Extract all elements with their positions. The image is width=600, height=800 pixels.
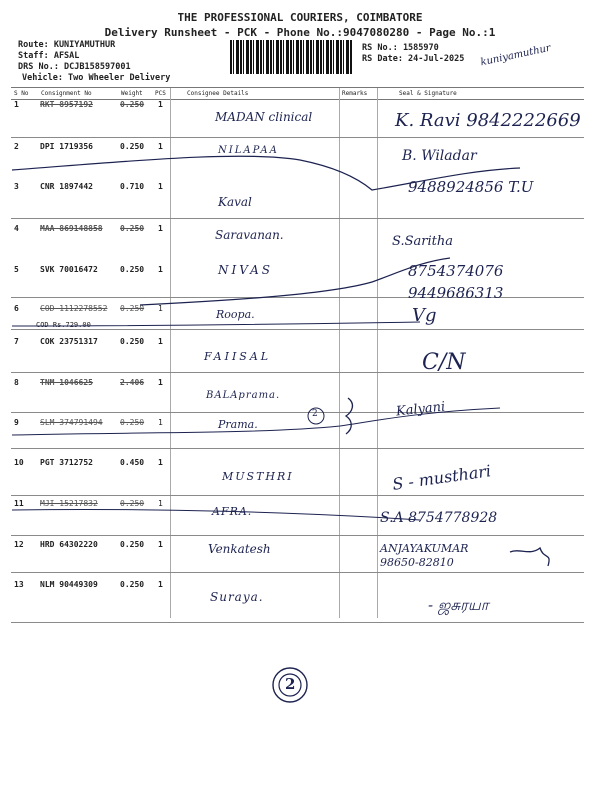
row-pcs: 1	[158, 182, 163, 191]
row-weight: 0.250	[120, 499, 145, 508]
row-pcs: 1	[158, 458, 163, 467]
row-signature: S - musthari	[391, 461, 493, 494]
vehicle-label: Vehicle: Two Wheeler Delivery	[22, 73, 171, 83]
row-weight: 0.250	[120, 540, 145, 549]
row-signature: Vg	[412, 305, 437, 326]
row-consignee: MUSTHRI	[222, 470, 294, 483]
row-sno: 3	[14, 182, 19, 191]
col-signature: Seal & Signature	[399, 90, 457, 97]
row-consignee: NIVAS	[218, 263, 273, 277]
row-sno: 11	[14, 499, 24, 508]
row-signature: C/N	[422, 350, 466, 375]
drs-number: DRS No.: DCJB158597001	[18, 62, 131, 72]
route-handwritten-note: kuniyamuthur	[479, 42, 552, 69]
col-pcs: PCS	[155, 90, 166, 97]
row-signature: 8754374076 9449686313	[408, 262, 504, 302]
row-consignee: MADAN clinical	[215, 110, 313, 124]
circled-annotation: 2	[312, 409, 318, 419]
row-pcs: 1	[158, 100, 163, 109]
row-pcs: 1	[158, 540, 163, 549]
row-weight: 0.450	[120, 458, 145, 467]
row-weight: 0.710	[120, 182, 145, 191]
row-weight: 0.250	[120, 100, 145, 109]
row-signature: S.A 8754778928	[380, 510, 498, 526]
row-pcs: 1	[158, 378, 163, 387]
row-sno: 4	[14, 224, 19, 233]
row-weight: 0.250	[120, 304, 145, 313]
row-consignee: Prama.	[218, 418, 258, 431]
row-consignment: HRD 64302220	[40, 540, 98, 549]
row-consignee: NILAPAA	[218, 145, 279, 156]
row-weight: 0.250	[120, 580, 145, 589]
staff-label: Staff: AFSAL	[18, 51, 80, 61]
company-title: THE PROFESSIONAL COURIERS, COIMBATORE	[177, 11, 423, 24]
row-consignee: FAIISAL	[204, 350, 272, 363]
row-signature: - ஜசுரயா	[428, 596, 489, 614]
row-consignee: Saravanan.	[215, 228, 284, 242]
row-weight: 0.250	[120, 337, 145, 346]
row-sno: 8	[14, 378, 19, 387]
col-remarks: Remarks	[342, 90, 368, 97]
row-pcs: 1	[158, 304, 163, 313]
row-pcs: 1	[158, 142, 163, 151]
row-pcs: 1	[158, 418, 163, 427]
row-sno: 2	[14, 142, 19, 151]
row-consignee: Kaval	[218, 195, 252, 209]
row-signature: 9488924856 T.U	[408, 178, 534, 196]
row-sno: 12	[14, 540, 24, 549]
row-signature: K. Ravi 9842222669	[395, 110, 581, 131]
row-consignment: CNR 1897442	[40, 182, 93, 191]
cod-amount: COD Rs.729.00	[36, 321, 91, 329]
row-weight: 0.250	[120, 265, 145, 274]
col-consignment: Consignment No	[41, 90, 92, 97]
row-consignee: Suraya.	[210, 590, 264, 604]
row-consignee: BALAprama.	[206, 390, 281, 401]
row-sno: 1	[14, 100, 19, 109]
row-weight: 2.406	[120, 378, 145, 387]
row-signature: B. Wiladar	[402, 148, 477, 164]
row-sno: 6	[14, 304, 19, 313]
row-consignee: AFRA.	[212, 505, 253, 518]
row-pcs: 1	[158, 580, 163, 589]
row-consignment: MAA 869148858	[40, 224, 103, 233]
col-consignee: Consignee Details	[187, 90, 249, 97]
row-consignment: MJI 15217832	[40, 499, 98, 508]
row-sno: 9	[14, 418, 19, 427]
row-consignee: Venkatesh	[208, 542, 271, 556]
rs-date: RS Date: 24-Jul-2025	[362, 54, 465, 64]
row-consignee: Roopa.	[216, 308, 255, 321]
row-sno: 7	[14, 337, 19, 346]
col-sno: S No	[14, 90, 29, 97]
row-sno: 13	[14, 580, 24, 589]
rs-number: RS No.: 1585970	[362, 43, 439, 53]
row-consignment: TNM 1046625	[40, 378, 93, 387]
row-consignment: DPI 1719356	[40, 142, 93, 151]
row-weight: 0.250	[120, 142, 145, 151]
row-pcs: 1	[158, 337, 163, 346]
row-consignment: PGT 3712752	[40, 458, 93, 467]
row-signature: ANJAYAKUMAR 98650-82810	[380, 542, 469, 569]
row-consignment: COK 23751317	[40, 337, 98, 346]
row-signature: S.Saritha	[392, 234, 453, 249]
row-weight: 0.250	[120, 224, 145, 233]
row-consignment: SLM 374791494	[40, 418, 103, 427]
row-sno: 5	[14, 265, 19, 274]
col-weight: Weight	[121, 90, 143, 97]
page-mark-number: 2	[285, 675, 296, 693]
row-pcs: 1	[158, 265, 163, 274]
route-label: Route: KUNIYAMUTHUR	[18, 40, 116, 50]
row-weight: 0.250	[120, 418, 145, 427]
row-consignment: RKT 8957192	[40, 100, 93, 109]
row-signature: Kalyani	[395, 399, 446, 420]
row-consignment: NLM 90449309	[40, 580, 98, 589]
runsheet-title: Delivery Runsheet - PCK - Phone No.:9047080280 - Page No.:1	[104, 26, 496, 39]
row-sno: 10	[14, 458, 24, 467]
row-pcs: 1	[158, 224, 163, 233]
row-consignment: COD 1112278552	[40, 304, 108, 313]
row-consignment: SVK 70016472	[40, 265, 98, 274]
row-pcs: 1	[158, 499, 163, 508]
